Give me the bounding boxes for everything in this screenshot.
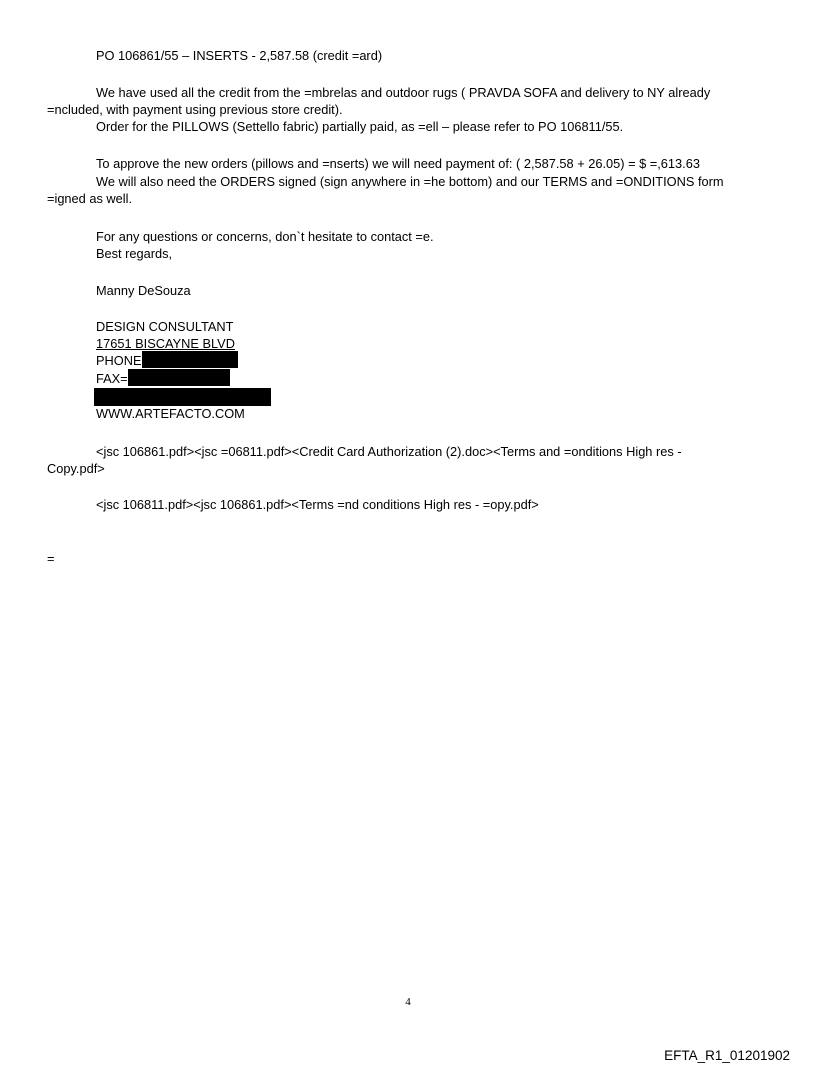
document-id: EFTA_R1_01201902 xyxy=(664,1048,790,1063)
signature-website: WWW.ARTEFACTO.COM xyxy=(96,406,245,421)
redaction-fax xyxy=(128,369,230,386)
attachments-line1: <jsc 106861.pdf><jsc =06811.pdf><Credit Card Authorization (2).doc><Terms and =onditions High res - xyxy=(96,444,682,459)
paragraph-payment: To approve the new orders (pillows and =nserts) we will need payment of: ( 2,587.58 + 26.05) = $ =,613.63 xyxy=(96,156,700,171)
redaction-email xyxy=(94,388,271,406)
paragraph-signature-line2: =igned as well. xyxy=(47,191,133,206)
paragraph-pillows: Order for the PILLOWS (Settello fabric) partially paid, as =ell – please refer to PO 106811/55. xyxy=(96,119,624,134)
signature-fax-label: FAX= xyxy=(96,371,128,386)
attachments-line2: <jsc 106811.pdf><jsc 106861.pdf><Terms =nd conditions High res - =opy.pdf> xyxy=(96,497,539,512)
sender-name: Manny DeSouza xyxy=(96,283,191,298)
attachments-line1-cont: Copy.pdf> xyxy=(47,461,105,476)
signature-title: DESIGN CONSULTANT xyxy=(96,319,234,334)
redaction-phone xyxy=(142,351,238,368)
page-number: 4 xyxy=(405,996,411,1008)
questions-line: For any questions or concerns, don`t hesitate to contact =e. xyxy=(96,229,434,244)
paragraph-credit-line2: =ncluded, with payment using previous store credit). xyxy=(47,102,343,117)
paragraph-credit-line1: We have used all the credit from the =mbrelas and outdoor rugs ( PRAVDA SOFA and delivery to NY already xyxy=(96,85,711,100)
trailing-equals: = xyxy=(47,551,55,566)
po-line: PO 106861/55 – INSERTS - 2,587.58 (credit =ard) xyxy=(96,48,383,63)
signature-phone-label: PHONE xyxy=(96,353,142,368)
signature-address: 17651 BISCAYNE BLVD xyxy=(96,336,235,351)
regards-line: Best regards, xyxy=(96,246,173,261)
paragraph-signature-line1: We will also need the ORDERS signed (sign anywhere in =he bottom) and our TERMS and =ONDITIONS form xyxy=(96,174,724,189)
